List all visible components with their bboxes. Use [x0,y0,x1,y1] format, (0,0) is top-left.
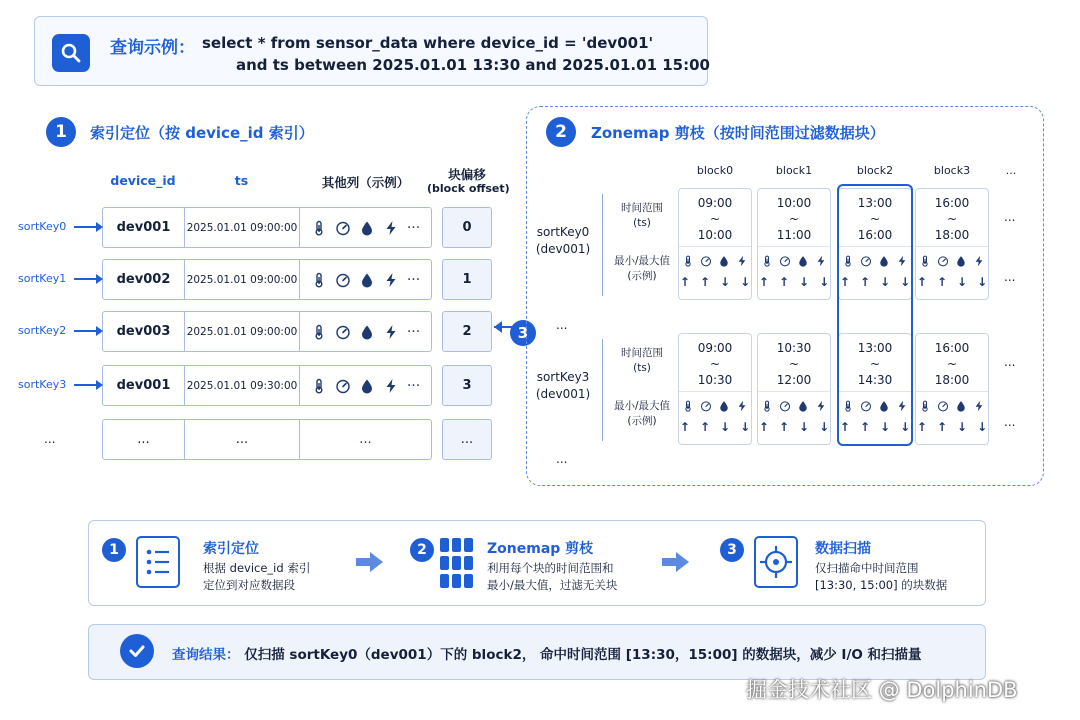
arrow-down-icon: ↓ [977,275,988,289]
zone-time-end: 14:30 [857,373,893,387]
zone-icons [758,400,830,412]
bolt-icon [736,400,748,412]
bolt-icon [383,220,399,236]
zone-time-range [758,334,830,392]
offset-cell: 2 [442,311,492,352]
zone-minmax-arrows [679,420,751,434]
thermometer-icon [682,255,694,267]
cell-ts: 2025.01.01 09:00:00 [185,260,300,299]
arrow-up-icon: ↑ [778,420,789,434]
cell-ellipsis: ... [359,432,372,447]
step-3-desc-2: [13:30, 15:00] 的块数据 [815,578,948,592]
arrow-up-icon: ↑ [916,420,927,434]
gauge-icon [937,400,949,412]
arrow-down-icon: ↓ [799,420,810,434]
arrow-down-icon: ↓ [880,420,891,434]
zone-time-tilde: ~ [946,357,958,371]
col-head-ts: ts [234,173,249,188]
bolt-icon [383,378,399,394]
time-range-label [604,346,680,376]
thermometer-icon [682,400,694,412]
arrow-down-icon: ↓ [720,420,731,434]
arrow-down-icon: ↓ [900,420,911,434]
zone-minmax-arrows [679,275,751,289]
target-icon [754,536,798,588]
zone-minmax-arrows [758,420,830,434]
zone-time-start: 13:00 [857,341,893,355]
zone-time-end: 10:30 [697,373,733,387]
arrow-up-icon: ↑ [778,275,789,289]
gauge-icon [335,272,351,288]
drop-icon [718,255,730,267]
thermometer-icon [311,378,327,394]
drop-icon [955,255,967,267]
zone-more: ... [1004,270,1016,284]
more-icon: ··· [406,323,421,340]
thermometer-icon [311,220,327,236]
minmax-label [604,254,680,284]
table-row [102,207,432,248]
minmax-text: 最小/最大值 [613,255,671,267]
arrow-up-icon: ↑ [916,275,927,289]
offset-cell-ellipsis: ... [442,419,492,460]
sortkey-label: sortKey1 [18,272,67,285]
cell-ellipsis: ... [103,420,185,459]
zone-ellipsis: ... [556,318,568,332]
zone-time-tilde: ~ [869,212,881,226]
arrow-up-icon: ↑ [859,420,870,434]
arrow-up-icon: ↑ [699,275,710,289]
zone-more: ... [1004,355,1016,369]
query-line-1: select * from sensor_data where device_id = 'dev001' [202,34,654,52]
table-row [102,311,432,352]
zone-time-tilde: ~ [788,357,800,371]
minmax-label [604,399,680,429]
zone-block-card [678,333,752,445]
zone-icons [758,255,830,267]
cell-other [300,312,431,351]
more-icon: ··· [406,219,421,236]
table-row-ellipsis [102,419,432,460]
step-2-title: Zonemap 剪枝 [487,541,594,557]
zone-icons [679,400,751,412]
zone-time-end: 12:00 [776,373,812,387]
arrow-up-icon: ↑ [679,275,690,289]
zone-time-end: 16:00 [857,228,893,242]
col-head-device-id: device_id [110,173,176,188]
time-range-text: 时间范围 [621,347,663,359]
table-row [102,259,432,300]
table-row [102,365,432,406]
arrow-down-icon: ↓ [720,275,731,289]
zone-sortkey-name: sortKey0 [536,225,590,239]
search-icon [52,34,90,72]
cell-ts: 2025.01.01 09:30:00 [185,366,300,405]
cell-device: dev001 [103,208,185,247]
gauge-icon [335,324,351,340]
cell-other [300,260,431,299]
group-bracket [602,194,603,296]
time-range-label [604,201,680,231]
zone-time-range [916,189,988,247]
drop-icon [359,378,375,394]
zone-time-start: 13:00 [857,196,893,210]
section-2-badge: 2 [546,117,576,147]
arrow-up-icon: ↑ [758,275,769,289]
arrow-down-icon: ↓ [740,275,751,289]
step-arrow-2-icon [662,552,689,572]
zone-time-tilde: ~ [946,212,958,226]
gauge-icon [937,255,949,267]
block-header: block1 [775,164,813,177]
time-range-sub: (ts) [633,362,651,374]
drop-icon [718,400,730,412]
zone-time-end: 18:00 [934,373,970,387]
block-header: block2 [856,164,894,177]
check-icon [120,634,154,668]
thermometer-icon [761,400,773,412]
zone-time-tilde: ~ [709,357,721,371]
result-text [172,643,922,663]
zone-minmax-arrows [758,275,830,289]
minmax-sub: (示例) [627,415,657,427]
block-header: ... [1005,164,1017,177]
offset-cell: 3 [442,365,492,406]
offset-cell: 1 [442,259,492,300]
zone-time-tilde: ~ [788,212,800,226]
zone-time-range [679,334,751,392]
arrow-down-icon: ↓ [957,275,968,289]
more-icon: ··· [406,377,421,394]
zone-minmax-arrows [916,420,988,434]
bolt-icon [973,400,985,412]
step-1-badge: 1 [102,538,126,562]
step-2-desc-2: 最小/最大值，过滤无关块 [487,578,618,592]
sortkey-label: sortKey0 [18,220,67,233]
query-label: 查询示例： [110,38,195,58]
arrow-up-icon: ↑ [936,420,947,434]
drop-icon [359,324,375,340]
thermometer-icon [311,324,327,340]
zone-time-start: 10:00 [776,196,812,210]
thermometer-icon [919,255,931,267]
zone-sortkey-device: (dev001) [535,387,591,401]
step-3-desc-1: 仅扫描命中时间范围 [815,561,919,575]
offset-cell: 0 [442,207,492,248]
zone-time-tilde: ~ [709,212,721,226]
sortkey-label: sortKey2 [18,324,67,337]
zone-sortkey [532,224,594,258]
thermometer-icon [311,272,327,288]
bolt-icon [973,255,985,267]
gauge-icon [700,400,712,412]
zone-time-tilde: ~ [869,357,881,371]
block-header: block0 [696,164,734,177]
gauge-icon [335,220,351,236]
arrow-down-icon: ↓ [977,420,988,434]
cell-other [300,366,431,405]
arrow-right-icon [74,274,103,284]
bolt-icon [383,272,399,288]
gauge-icon [779,400,791,412]
zone-time-range [916,334,988,392]
zone-time-end: 10:00 [697,228,733,242]
cell-device: dev003 [103,312,185,351]
result-label: 查询结果： [172,647,240,663]
step-1-title: 索引定位 [203,541,259,557]
zone-time-end: 11:00 [776,228,812,242]
zone-time-start: 09:00 [697,196,733,210]
drop-icon [359,220,375,236]
zone-sortkey-name: sortKey3 [536,370,590,384]
thermometer-icon [919,400,931,412]
time-range-text: 时间范围 [621,202,663,214]
arrow-down-icon: ↓ [819,420,830,434]
zone-sortkey [532,369,594,403]
thermometer-icon [761,255,773,267]
arrow-down-icon: ↓ [740,420,751,434]
cell-device: dev002 [103,260,185,299]
gauge-icon [779,255,791,267]
bolt-icon [383,324,399,340]
grid-icon [440,538,476,590]
step-3-title: 数据扫描 [815,541,871,557]
gauge-icon [700,255,712,267]
sortkey-ellipsis: ... [44,432,56,446]
block-header: block3 [933,164,971,177]
step-1-desc-2: 定位到对应数据段 [203,578,295,592]
section-1-badge: 1 [46,117,76,147]
arrow-down-icon: ↓ [819,275,830,289]
result-body: 仅扫描 sortKey0（dev001）下的 block2， 命中时间范围 [13:30，15:00] 的数据块，减少 I/O 和扫描量 [244,647,922,663]
arrow-right-icon [74,222,103,232]
arrow-down-icon: ↓ [957,420,968,434]
arrow-right-icon [74,326,103,336]
arrow-up-icon: ↑ [699,420,710,434]
arrow-up-icon: ↑ [679,420,690,434]
bolt-icon [815,400,827,412]
arrow-down-icon: ↓ [880,275,891,289]
list-icon [136,536,180,588]
arrow-up-icon: ↑ [758,420,769,434]
cell-other [300,208,431,247]
time-range-sub: (ts) [633,217,651,229]
drop-icon [797,255,809,267]
zone-time-start: 16:00 [934,196,970,210]
col-head-other: 其他列（示例） [321,175,410,190]
step-3-badge: 3 [720,538,744,562]
drop-icon [359,272,375,288]
zone-minmax-arrows [916,275,988,289]
zone-time-end: 18:00 [934,228,970,242]
zone-time-range [679,189,751,247]
col-head-offset: 块偏移 [448,167,486,182]
arrow-up-icon: ↑ [839,420,850,434]
zone-block-card [757,333,831,445]
block2-highlight [837,184,913,446]
zone-icons [916,400,988,412]
more-icon: ··· [406,271,421,288]
arrow-right-icon [74,380,103,390]
zone-more: ... [1004,415,1016,429]
zone-more: ... [1004,210,1016,224]
zone-block-card [915,188,989,300]
callout-arrow-icon [494,321,502,333]
bolt-icon [815,255,827,267]
watermark: 掘金技术社区 @ DolphinDB [746,678,1018,702]
step-2-desc-1: 利用每个块的时间范围和 [487,561,614,575]
zone-block-card [757,188,831,300]
section-1-title: 索引定位（按 device_id 索引） [90,124,314,142]
zone-icons [679,255,751,267]
callout-3-badge: 3 [510,320,536,346]
section-2-title: Zonemap 剪枝（按时间范围过滤数据块） [591,124,885,142]
sortkey-label: sortKey3 [18,378,67,391]
step-arrow-1-icon [356,552,383,572]
zone-block-card [678,188,752,300]
arrow-down-icon: ↓ [900,275,911,289]
zone-time-range [758,189,830,247]
cell-device: dev001 [103,366,185,405]
group-bracket [602,339,603,441]
zone-sortkey-device: (dev001) [535,242,591,256]
cell-ts: 2025.01.01 09:00:00 [185,312,300,351]
zone-time-start: 16:00 [934,341,970,355]
drop-icon [955,400,967,412]
step-1-desc-1: 根据 device_id 索引 [203,561,311,575]
zone-time-start: 10:30 [776,341,812,355]
arrow-down-icon: ↓ [799,275,810,289]
arrow-up-icon: ↑ [936,275,947,289]
minmax-sub: (示例) [627,270,657,282]
step-2-badge: 2 [410,538,434,562]
zone-block-card [915,333,989,445]
arrow-up-icon: ↑ [839,275,850,289]
col-head-offset-sub: (block offset) [427,182,510,195]
zone-time-start: 09:00 [697,341,733,355]
cell-ellipsis: ... [185,420,300,459]
drop-icon [797,400,809,412]
cell-ts: 2025.01.01 09:00:00 [185,208,300,247]
gauge-icon [335,378,351,394]
zone-icons [916,255,988,267]
minmax-text: 最小/最大值 [613,400,671,412]
arrow-up-icon: ↑ [859,275,870,289]
zone-ellipsis: ... [556,452,568,466]
bolt-icon [736,255,748,267]
query-line-2: and ts between 2025.01.01 13:30 and 2025.01.01 15:00 [236,56,710,74]
